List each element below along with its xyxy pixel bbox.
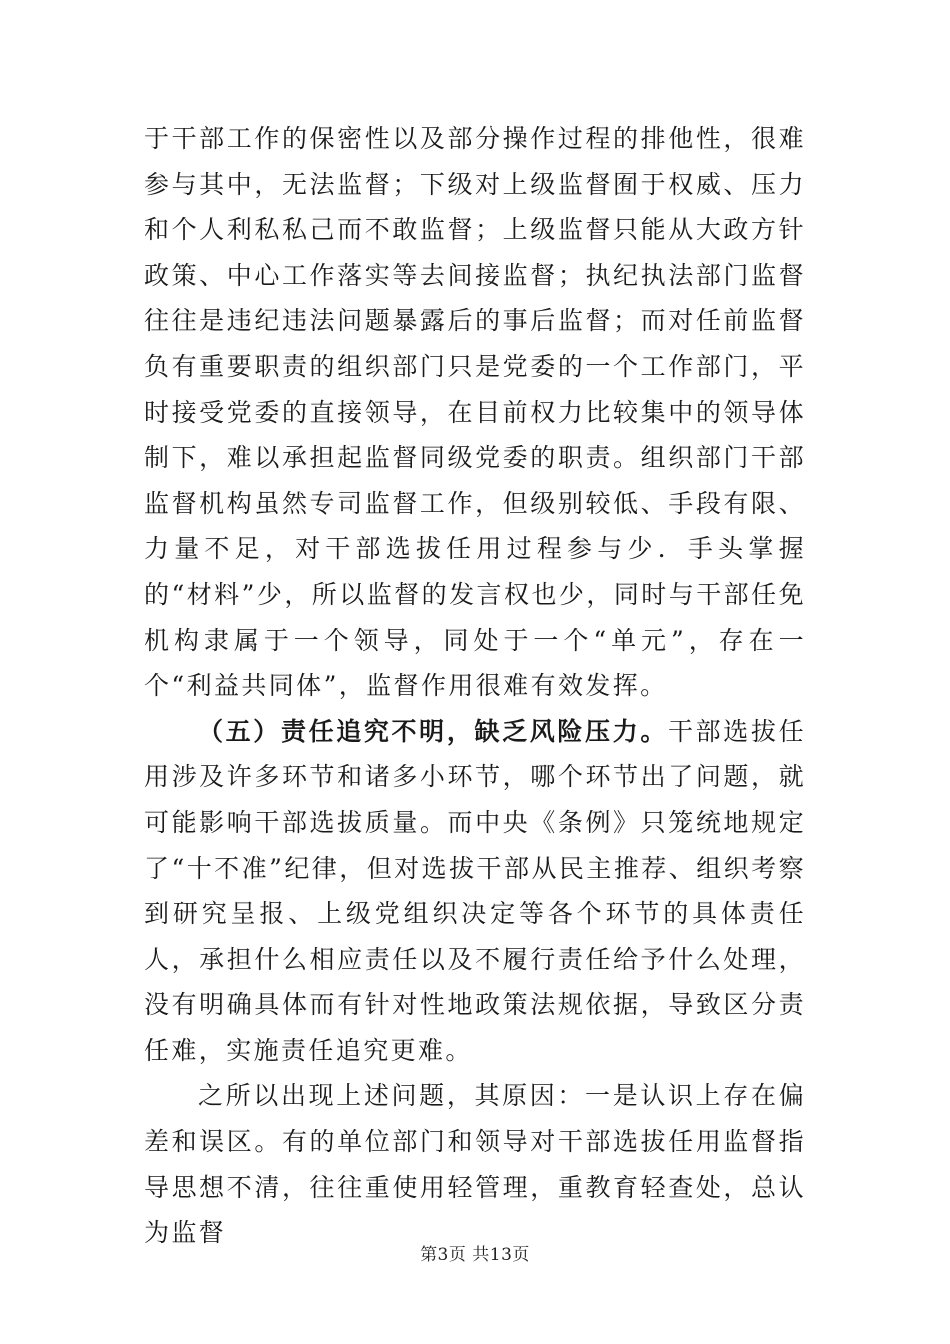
paragraph-2-body: 干部选拔任用涉及许多环节和诸多小环节，哪个环节出了问题，就可能影响干部选拔质量。而中央《条例》只笼统地规定了“十不准”纪律，但对选拔干部从民主推荐、组织考察到研究呈报、上级党组织决定等各个环节的具体责任人，承担什么相应责任以及不履行责任给予什么处理，没有明确具体而有针对性地政策法规依据，导致区分责任难，实施责任追究更难。 — [144, 716, 806, 1065]
document-body — [144, 116, 806, 1256]
section-heading-5: （五）责任追究不明，缺乏风险压力。 — [198, 716, 668, 746]
paragraph-3: 之所以出现上述问题，其原因：一是认识上存在偏差和误区。有的单位部门和领导对干部选拔任用监督指导思想不清，往往重使用轻管理，重教育轻查处，总认为监督 — [144, 1081, 806, 1248]
page-footer: 第3页 共13页 — [420, 1245, 530, 1265]
paragraph-2 — [144, 709, 806, 1074]
paragraph-1: 于干部工作的保密性以及部分操作过程的排他性，很难参与其中，无法监督；下级对上级监督囿于权威、压力和个人利私私己而不敢监督；上级监督只能从大政方针政策、中心工作落实等去间接监督；执纪执法部门监督往往是违纪违法问题暴露后的事后监督；而对任前监督负有重要职责的组织部门只是党委的一个工作部门，平时接受党委的直接领导，在目前权力比较集中的领导体制下，难以承担起监督同级党委的职责。组织部门干部监督机构虽然专司监督工作，但级别较低、手段有限、力量不足，对干部选拔任用过程参与少．手头掌握的“材料”少，所以监督的发言权也少，同时与干部任免机构隶属于一个领导，同处于一个“单元”，存在一个“利益共同体”，监督作用很难有效发挥。 — [144, 124, 806, 701]
